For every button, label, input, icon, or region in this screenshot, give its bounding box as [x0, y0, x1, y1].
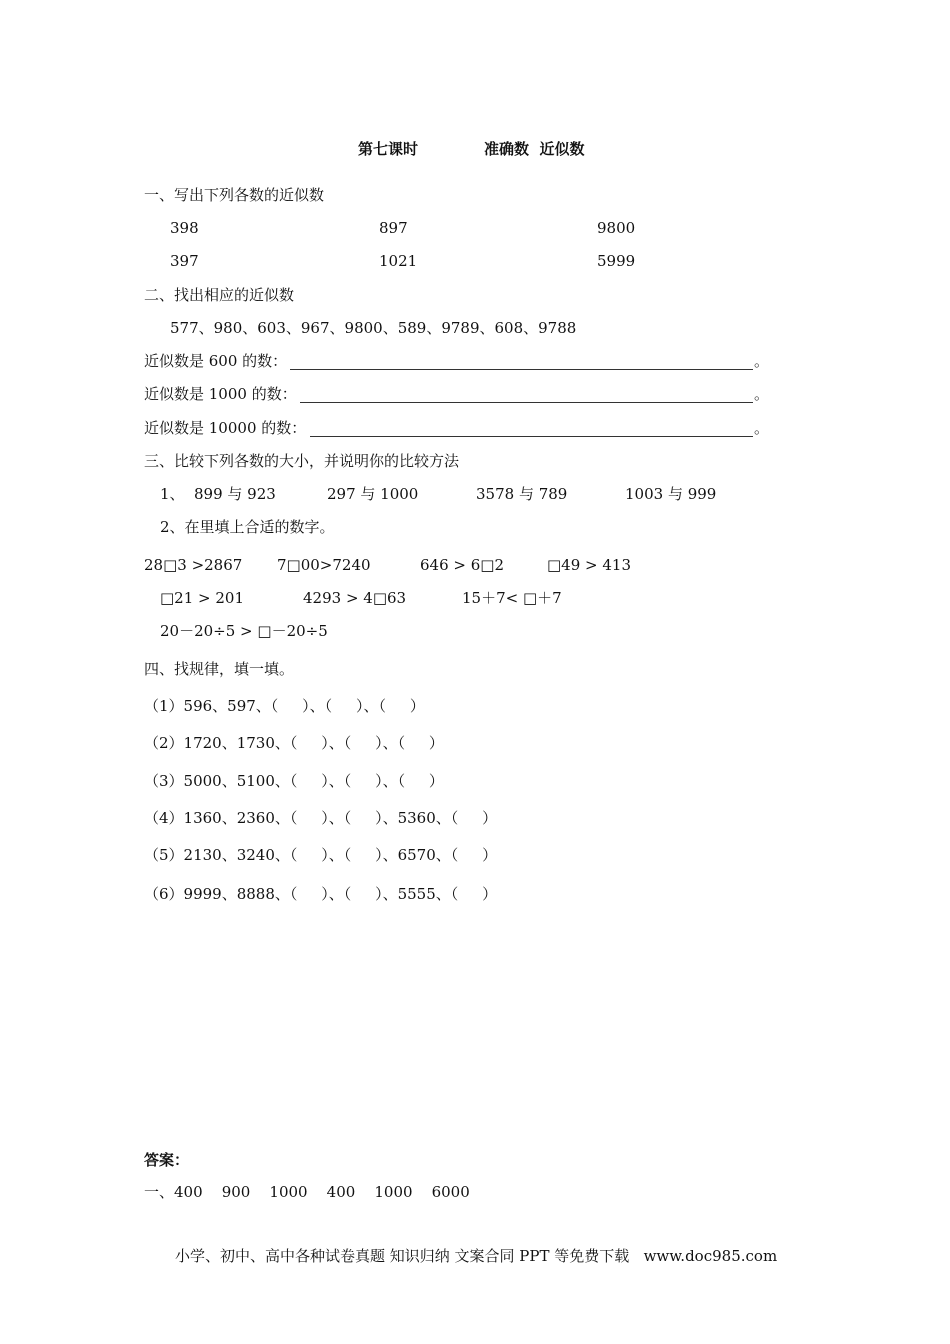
s3-compare-4: 1003 与 999 — [625, 485, 717, 503]
q10000-label: 近似数是 10000 的数： — [144, 419, 307, 437]
q600-blank[interactable] — [290, 369, 753, 370]
section2-numbers: 577、980、603、967、9800、589、9789、608、9788 — [170, 319, 577, 337]
s3-r1-c1: 28□3 >2867 — [144, 556, 243, 574]
s3-sub1-label: 1、 — [160, 485, 185, 503]
answers-line1: 一、400 900 1000 400 1000 6000 — [144, 1183, 470, 1201]
s1-r2-c1: 397 — [170, 252, 199, 270]
s3-r2-c2: 4293 > 4□63 — [303, 589, 407, 607]
s3-r1-c2: 7□00>7240 — [277, 556, 371, 574]
s3-r2-c3: 15＋7< □＋7 — [462, 589, 562, 607]
s1-r2-c3: 5999 — [597, 252, 636, 270]
s1-r1-c3: 9800 — [597, 219, 636, 237]
footer-text: 小学、初中、高中各种试卷真题 知识归纳 文案合同 PPT 等免费下载 www.doc985.com — [175, 1247, 778, 1265]
q600-label: 近似数是 600 的数： — [144, 352, 288, 370]
s3-r1-c4: □49 > 413 — [547, 556, 631, 574]
s1-r2-c2: 1021 — [379, 252, 418, 270]
s3-r3: 20－20÷5 > □－20÷5 — [160, 622, 328, 640]
q600-end: 。 — [754, 352, 770, 370]
q10000-end: 。 — [754, 419, 770, 437]
s4-item-6: （6）9999、8888、（ ）、（ ）、5555、（ ） — [144, 885, 498, 903]
s3-compare-1: 899 与 923 — [194, 485, 276, 503]
topic-title: 准确数 近似数 — [484, 140, 585, 158]
s3-compare-2: 297 与 1000 — [327, 485, 419, 503]
q1000-end: 。 — [754, 385, 770, 403]
lesson-title: 第七课时 — [358, 140, 419, 158]
s3-sub2-label: 2、在里填上合适的数字。 — [160, 518, 335, 536]
section2-heading: 二、找出相应的近似数 — [144, 286, 295, 304]
q1000-blank[interactable] — [300, 402, 753, 403]
q1000-label: 近似数是 1000 的数： — [144, 385, 297, 403]
answers-heading: 答案： — [144, 1151, 190, 1169]
s4-item-5: （5）2130、3240、（ ）、（ ）、6570、（ ） — [144, 846, 498, 864]
q10000-blank[interactable] — [310, 436, 753, 437]
s1-r1-c2: 897 — [379, 219, 408, 237]
section4-heading: 四、找规律，填一填。 — [144, 660, 295, 678]
section1-heading: 一、写出下列各数的近似数 — [144, 186, 325, 204]
section3-heading: 三、比较下列各数的大小，并说明你的比较方法 — [144, 452, 460, 470]
s3-r2-c1: □21 > 201 — [160, 589, 244, 607]
s4-item-1: （1）596、597、（ ）、（ ）、（ ） — [144, 697, 425, 715]
s4-item-3: （3）5000、5100、（ ）、（ ）、（ ） — [144, 772, 444, 790]
s1-r1-c1: 398 — [170, 219, 199, 237]
s4-item-4: （4）1360、2360、（ ）、（ ）、5360、（ ） — [144, 809, 498, 827]
s4-item-2: （2）1720、1730、（ ）、（ ）、（ ） — [144, 734, 444, 752]
s3-compare-3: 3578 与 789 — [476, 485, 568, 503]
s3-r1-c3: 646 > 6□2 — [420, 556, 504, 574]
